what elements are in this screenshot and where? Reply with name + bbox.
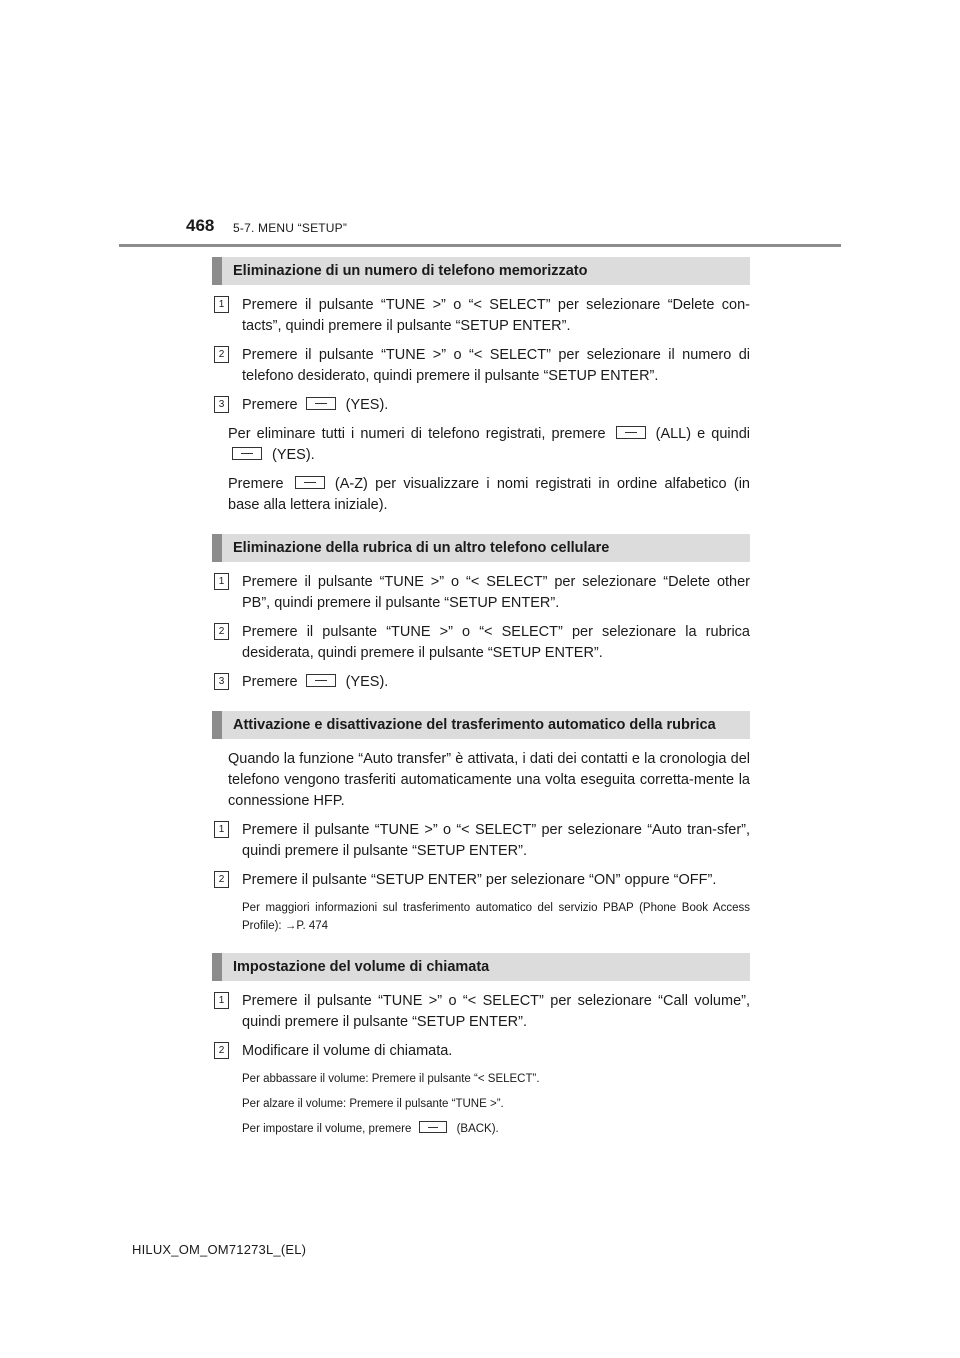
step-text bbox=[242, 395, 750, 416]
step-number-badge: 2 bbox=[214, 346, 229, 363]
section-heading-delete-number: Eliminazione di un numero di telefono memorizzato bbox=[212, 257, 750, 285]
paragraph bbox=[228, 424, 750, 466]
step bbox=[212, 622, 750, 664]
step-number-badge: 1 bbox=[214, 296, 229, 313]
step-text-before: Premere bbox=[242, 397, 298, 413]
para-text-middle: (ALL) e quindi bbox=[655, 426, 751, 442]
button-icon bbox=[295, 476, 325, 489]
section-heading-call-volume: Impostazione del volume di chiamata bbox=[212, 953, 750, 981]
step-text-before: Premere bbox=[242, 674, 298, 690]
note-text: Per abbassare il volume: Premere il pulsante “< SELECT”. bbox=[242, 1073, 540, 1085]
footer-code: HILUX_OM_OM71273L_(EL) bbox=[132, 1242, 307, 1257]
step bbox=[212, 870, 750, 891]
button-icon bbox=[616, 426, 646, 439]
step-text-after: (YES). bbox=[345, 397, 389, 413]
step-number-badge: 3 bbox=[214, 396, 229, 413]
button-icon bbox=[306, 674, 336, 687]
button-icon bbox=[306, 397, 336, 410]
section-heading-delete-phonebook: Eliminazione della rubrica di un altro telefono cellulare bbox=[212, 534, 750, 562]
chapter-title: 5-7. MENU “SETUP” bbox=[233, 221, 348, 235]
step-text-after: (YES). bbox=[345, 674, 389, 690]
step-number-badge: 2 bbox=[214, 623, 229, 640]
step-text: Premere il pulsante “TUNE >” o “< SELECT” per selezionare la rubrica desiderata, quindi premere il pulsante “SETUP ENTER”. bbox=[242, 624, 750, 661]
step-number-badge: 2 bbox=[214, 1042, 229, 1059]
step bbox=[212, 295, 750, 337]
paragraph bbox=[228, 474, 750, 516]
section-heading-auto-transfer: Attivazione e disattivazione del trasferimento automatico della rubrica bbox=[212, 711, 750, 739]
step-number-badge: 3 bbox=[214, 673, 229, 690]
page-number: 468 bbox=[186, 216, 215, 235]
para-text-before: Per eliminare tutti i numeri di telefono registrati, premere bbox=[228, 426, 606, 442]
intro-paragraph: Quando la funzione “Auto transfer” è attivata, i dati dei contatti e la cronologia del telefono vengono trasferiti automaticamente una volta eseguita corretta-mente la connessione HFP. bbox=[228, 751, 750, 809]
step bbox=[212, 572, 750, 614]
step-text: Premere il pulsante “TUNE >” o “< SELECT” per selezionare il numero di telefono desiderato, quindi premere il pulsante “SETUP ENTER”. bbox=[242, 347, 750, 384]
para-text-after: (A-Z) per visualizzare i nomi registrati in ordine alfabetico (in base alla lettera iniziale). bbox=[228, 476, 750, 513]
note-text: Per alzare il volume: Premere il pulsante “TUNE >”. bbox=[242, 1098, 504, 1110]
step-text: Premere il pulsante “TUNE >” o “< SELECT” per selezionare “Auto tran-sfer”, quindi premere il pulsante “SETUP ENTER”. bbox=[242, 822, 750, 859]
step bbox=[212, 345, 750, 387]
step-number-badge: 1 bbox=[214, 821, 229, 838]
note-text-after: (BACK). bbox=[456, 1123, 499, 1135]
step bbox=[212, 395, 750, 416]
step bbox=[212, 1041, 750, 1062]
step bbox=[212, 991, 750, 1033]
note-text: Per maggiori informazioni sul trasferimento automatico del servizio PBAP (Phone Book Access Profile): →P. 474 bbox=[242, 902, 750, 932]
step-number-badge: 1 bbox=[214, 573, 229, 590]
step-number-badge: 2 bbox=[214, 871, 229, 888]
button-icon bbox=[232, 447, 262, 460]
header-divider bbox=[119, 244, 841, 247]
step bbox=[212, 672, 750, 693]
page-content bbox=[212, 257, 750, 1145]
note-text bbox=[242, 1120, 750, 1138]
step-text: Premere il pulsante “TUNE >” o “< SELECT” per selezionare “Call volume”, quindi premere il pulsante “SETUP ENTER”. bbox=[242, 993, 750, 1030]
step-text: Premere il pulsante “TUNE >” o “< SELECT” per selezionare “Delete con-tacts”, quindi premere il pulsante “SETUP ENTER”. bbox=[242, 297, 750, 334]
button-icon bbox=[419, 1121, 447, 1133]
para-text-before: Premere bbox=[228, 476, 284, 492]
step-text: Premere il pulsante “SETUP ENTER” per selezionare “ON” oppure “OFF”. bbox=[242, 872, 717, 888]
step-text bbox=[242, 672, 750, 693]
step-text: Modificare il volume di chiamata. bbox=[242, 1043, 453, 1059]
step-number-badge: 1 bbox=[214, 992, 229, 1009]
note-text-before: Per impostare il volume, premere bbox=[242, 1123, 412, 1135]
step bbox=[212, 820, 750, 862]
step-text: Premere il pulsante “TUNE >” o “< SELECT” per selezionare “Delete other PB”, quindi premere il pulsante “SETUP ENTER”. bbox=[242, 574, 750, 611]
para-text-after: (YES). bbox=[272, 447, 315, 463]
